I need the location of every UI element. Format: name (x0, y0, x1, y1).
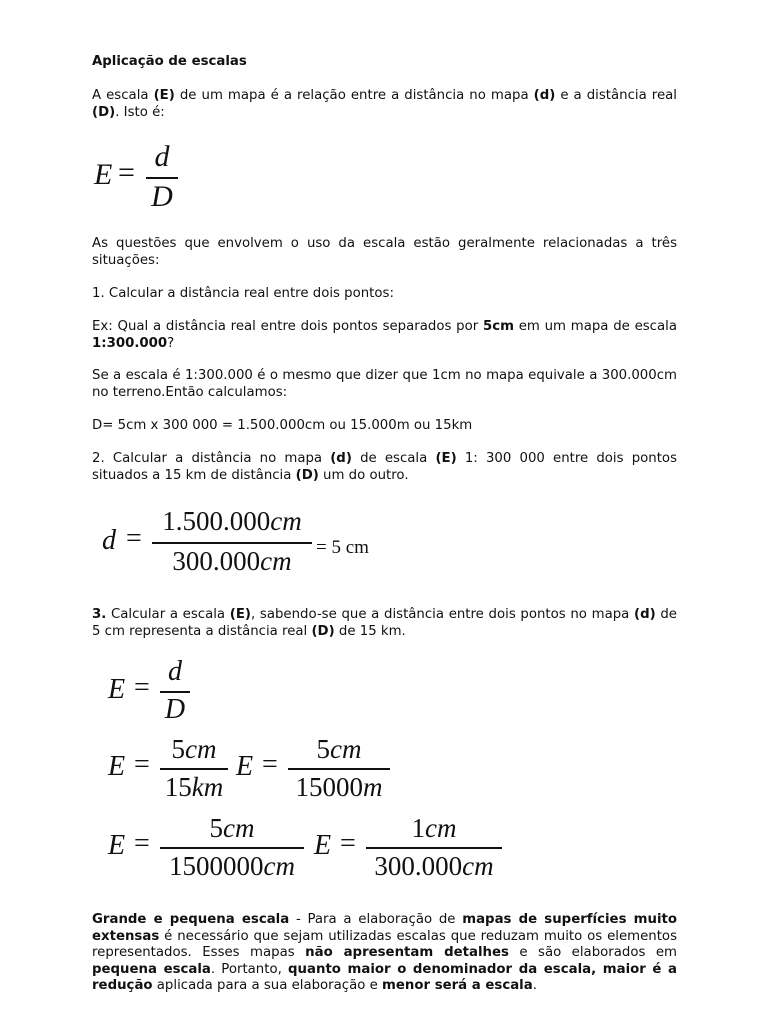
text-run: e a distância real (555, 88, 677, 103)
fraction-bar (160, 691, 190, 693)
formula-fraction (152, 505, 312, 577)
formula-fraction (288, 733, 390, 803)
number: 5 (316, 734, 330, 764)
number: 15000 (295, 772, 363, 802)
formula-scale-definition (94, 140, 214, 218)
situations-paragraph: As questões que envolvem o uso da escala estão geralmente relacionadas a três situações: (92, 236, 677, 268)
formula-fraction (160, 733, 228, 803)
formula-denominator (160, 771, 228, 803)
fraction-bar (160, 768, 228, 770)
text-run: . Isto é: (115, 104, 165, 120)
text-run: ? (167, 335, 175, 351)
number: 300.000 (172, 546, 261, 576)
formula-numerator (160, 733, 228, 765)
formula-equals: = (118, 156, 135, 189)
bold-run: menor será a escala (382, 978, 533, 993)
bold-run: 5cm (482, 319, 514, 334)
unit: km (191, 772, 224, 802)
unit: cm (462, 851, 494, 881)
text-run: de 15 km. (334, 623, 406, 639)
text-run: aplicada para a sua elaboração e (152, 978, 383, 993)
formula-fraction (366, 812, 502, 882)
text-run: é necessário que sejam utilizadas escalas que reduzam muito os elementos representados. Esses mapas (92, 928, 677, 960)
text-run: em um mapa de escala (513, 319, 677, 334)
formula-denominator: D (164, 694, 186, 725)
bold-run: (d) (330, 451, 352, 466)
formula-lhs: E (236, 751, 254, 782)
text-run: um do outro. (318, 467, 409, 483)
formula-numerator: d (154, 140, 170, 173)
bold-run: (D) (311, 623, 335, 639)
formula-fraction (146, 140, 178, 214)
formula-denominator (288, 771, 390, 803)
unit: cm (260, 546, 292, 576)
formula-numerator: d (168, 656, 182, 687)
formula-equals: = (134, 672, 150, 703)
text-run: de escala (351, 451, 436, 466)
formula-lhs: E (108, 674, 126, 705)
text-run: A escala (92, 88, 154, 103)
item-2 (92, 451, 677, 484)
formula-denominator (152, 545, 312, 577)
formula-denominator: D (151, 180, 173, 213)
bold-run: 1:300.000 (92, 335, 168, 351)
formula-numerator (152, 505, 312, 537)
text-run: e são elaborados em (508, 945, 677, 960)
text-run: Calcular a escala (106, 607, 230, 622)
unit: m (363, 772, 383, 802)
unit: cm (185, 734, 217, 764)
formula-denominator (160, 850, 304, 882)
text-run: . (532, 978, 537, 993)
bold-run: 3. (92, 607, 107, 622)
text-run: , sabendo-se que a distância entre dois pontos no mapa (251, 607, 634, 622)
bold-run: (d) (634, 607, 656, 622)
formula-scale-definition-2 (108, 656, 228, 728)
formula-lhs: E (108, 751, 126, 782)
explanation-paragraph: Se a escala é 1:300.000 é o mesmo que dizer que 1cm no mapa equivale a 300.000cm no terreno.Então calculamos: (92, 368, 677, 400)
section-title: Aplicação de escalas (92, 54, 247, 69)
number: 1.500.000 (162, 506, 271, 536)
number: 300.000 (374, 851, 463, 881)
example-paragraph (92, 319, 677, 352)
formula-lhs: E (108, 830, 126, 861)
bold-run: (E) (229, 607, 252, 622)
unit: cm (330, 734, 362, 764)
text-run: 2. Calcular a distância no mapa (92, 451, 331, 466)
number: 1 (411, 813, 425, 843)
formula-equals: = (126, 523, 142, 554)
fraction-bar (160, 847, 304, 849)
number: 1500000 (169, 851, 264, 881)
formula-result: = 5 cm (316, 537, 369, 558)
calculation-line: D= 5cm x 300 000 = 1.500.000cm ou 15.000m ou 15km (92, 418, 473, 433)
formula-lhs: d (102, 525, 116, 556)
fraction-bar (152, 542, 312, 544)
intro-paragraph (92, 88, 677, 121)
formula-equals: = (340, 828, 356, 859)
formula-lhs: E (94, 158, 113, 191)
bold-run: (D) (92, 104, 116, 120)
item-1: 1. Calcular a distância real entre dois pontos: (92, 286, 394, 301)
text-run: de 5 cm representa a distância real (92, 607, 677, 639)
text-run: 1: 300 000 entre dois pontos situados a 15 km de distância (92, 451, 677, 483)
bold-run: mapas de superfícies muito extensas (92, 912, 678, 944)
text-run: - Para a elaboração de (289, 912, 463, 927)
formula-numerator (160, 812, 304, 844)
formula-numerator (288, 733, 390, 765)
number: 5 (209, 813, 223, 843)
formula-row-3 (108, 812, 528, 884)
text-run: . Portanto, (210, 961, 289, 977)
fraction-bar (366, 847, 502, 849)
formula-equals: = (134, 828, 150, 859)
final-paragraph (92, 912, 677, 995)
unit: cm (263, 851, 295, 881)
number: 5 (171, 734, 185, 764)
formula-numerator (366, 812, 502, 844)
bold-run: não apresentam detalhes (305, 945, 509, 960)
bold-run: (E) (435, 451, 457, 466)
bold-run: (d) (533, 88, 556, 103)
formula-map-distance (102, 505, 402, 583)
text-run: Ex: Qual a distância real entre dois pontos separados por (92, 319, 483, 334)
fraction-bar (146, 177, 178, 179)
formula-row-2 (108, 733, 408, 805)
bold-run: pequena escala (92, 961, 211, 977)
formula-equals: = (262, 749, 278, 780)
number: 15 (164, 772, 192, 802)
formula-fraction (160, 812, 304, 882)
bold-run: (E) (153, 88, 175, 103)
formula-lhs: E (314, 830, 332, 861)
item-3 (92, 607, 677, 640)
formula-denominator (366, 850, 502, 882)
unit: cm (425, 813, 457, 843)
unit: cm (223, 813, 255, 843)
bold-run: (D) (295, 467, 319, 483)
text-run: de um mapa é a relação entre a distância no mapa (174, 88, 534, 103)
unit: cm (270, 506, 302, 536)
formula-fraction (160, 656, 190, 726)
fraction-bar (288, 768, 390, 770)
formula-equals: = (134, 749, 150, 780)
bold-run: Grande e pequena escala (92, 912, 290, 927)
bold-run: quanto maior o denominador da escala, maior é a redução (92, 961, 677, 993)
